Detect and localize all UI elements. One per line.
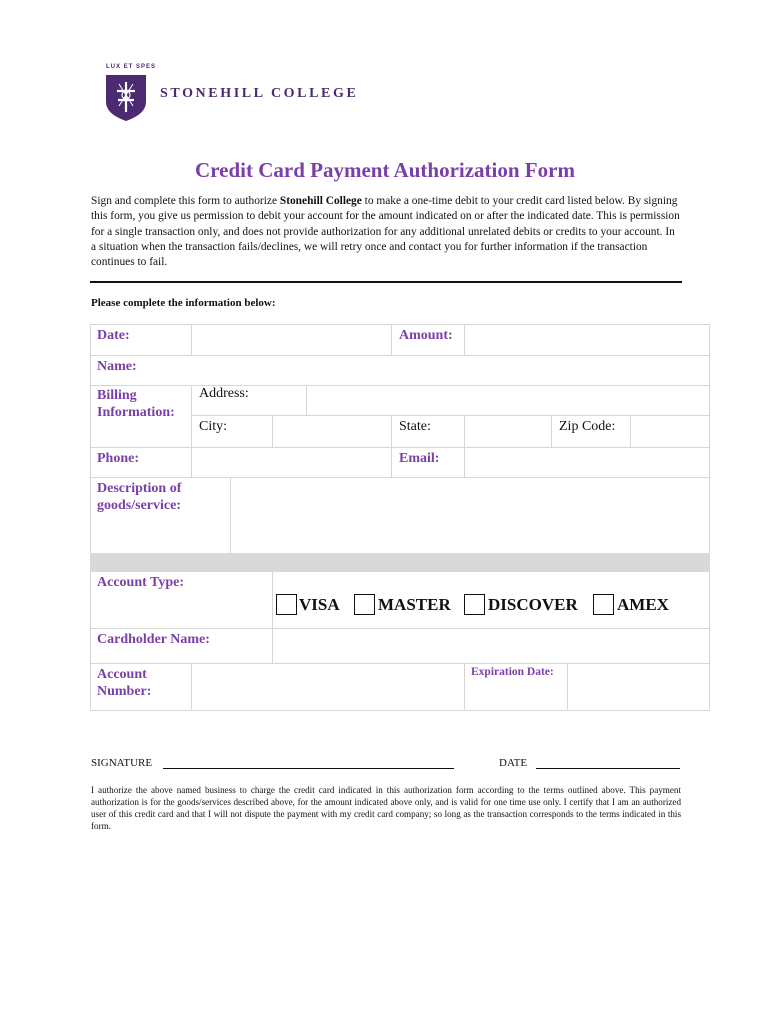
date-signature-label: DATE bbox=[499, 757, 528, 769]
cardholder-name-label: Cardholder Name: bbox=[97, 632, 210, 647]
expiration-date-field[interactable] bbox=[567, 663, 710, 711]
description-label-line2: goods/service: bbox=[97, 498, 181, 513]
master-checkbox[interactable] bbox=[354, 594, 375, 615]
date-label: Date: bbox=[97, 328, 130, 343]
master-label: MASTER bbox=[378, 595, 451, 614]
address-label: Address: bbox=[199, 386, 249, 401]
section-separator-band bbox=[90, 553, 710, 571]
phone-label: Phone: bbox=[97, 451, 139, 466]
page-title: Credit Card Payment Authorization Form bbox=[195, 158, 575, 182]
logo-motto: LUX ET SPES bbox=[106, 64, 157, 70]
signature-line[interactable] bbox=[163, 768, 454, 769]
visa-label: VISA bbox=[299, 595, 340, 614]
zip-field[interactable] bbox=[630, 415, 710, 448]
email-field[interactable] bbox=[464, 447, 710, 478]
date-signature-line[interactable] bbox=[536, 768, 680, 769]
discover-checkbox[interactable] bbox=[464, 594, 485, 615]
date-field[interactable] bbox=[191, 324, 392, 356]
name-label: Name: bbox=[97, 359, 137, 374]
college-shield-logo bbox=[105, 74, 147, 122]
divider bbox=[90, 281, 682, 283]
phone-field[interactable] bbox=[191, 447, 392, 478]
cardholder-name-field[interactable] bbox=[272, 628, 710, 664]
zip-label: Zip Code: bbox=[559, 419, 616, 434]
authorization-statement: I authorize the above named business to charge the credit card indicated in this authorization form according to the terms outlined above. This payment authorization is for the goods/services described above, for the amount indicated above only, and is valid for one time use only. I certify that I am an authorized user of this credit card and that I will not dispute the payment with my credit card company; so long as the transaction corresponds to the terms indicated in this form. bbox=[91, 785, 681, 831]
amount-field[interactable] bbox=[464, 324, 710, 356]
billing-label-line2: Information: bbox=[97, 405, 175, 420]
state-field[interactable] bbox=[464, 415, 552, 448]
city-label: City: bbox=[199, 419, 228, 434]
signature-label: SIGNATURE bbox=[91, 757, 153, 769]
intro-org-name: Stonehill College bbox=[279, 195, 362, 207]
account-type-label: Account Type: bbox=[97, 575, 184, 590]
amex-checkbox[interactable] bbox=[593, 594, 614, 615]
discover-label: DISCOVER bbox=[488, 595, 578, 614]
logo-college-name: STONEHILL COLLEGE bbox=[160, 86, 359, 101]
amount-label: Amount: bbox=[399, 328, 453, 343]
description-field[interactable] bbox=[230, 477, 710, 554]
instruction-text: Please complete the information below: bbox=[91, 297, 276, 309]
account-number-label-line1: Account bbox=[97, 667, 147, 682]
city-field[interactable] bbox=[272, 415, 392, 448]
intro-paragraph bbox=[91, 194, 681, 270]
intro-text-end: to make a one-time debit to your credit card listed below. By signing this form, you give us permission to debit your account for the amount indicated on or after the indicated date. This is permission for a single transaction only, and does not provide authorization for any additional unrelated debits or credits to your account. In a situation when the transaction fails/declines, we will retry once and contact you for further information if the transaction continues to fail. bbox=[91, 195, 680, 269]
state-label: State: bbox=[399, 419, 431, 434]
intro-text-start: Sign and complete this form to authorize bbox=[91, 195, 280, 207]
expiration-date-label: Expiration Date: bbox=[471, 666, 554, 678]
email-label: Email: bbox=[399, 451, 440, 466]
address-field[interactable] bbox=[306, 385, 710, 416]
description-label-line1: Description of bbox=[97, 481, 182, 496]
account-number-label-line2: Number: bbox=[97, 684, 152, 699]
account-number-field[interactable] bbox=[191, 663, 465, 711]
billing-label-line1: Billing bbox=[97, 388, 137, 403]
visa-checkbox[interactable] bbox=[276, 594, 297, 615]
name-field[interactable] bbox=[90, 355, 710, 386]
amex-label: AMEX bbox=[617, 595, 669, 614]
